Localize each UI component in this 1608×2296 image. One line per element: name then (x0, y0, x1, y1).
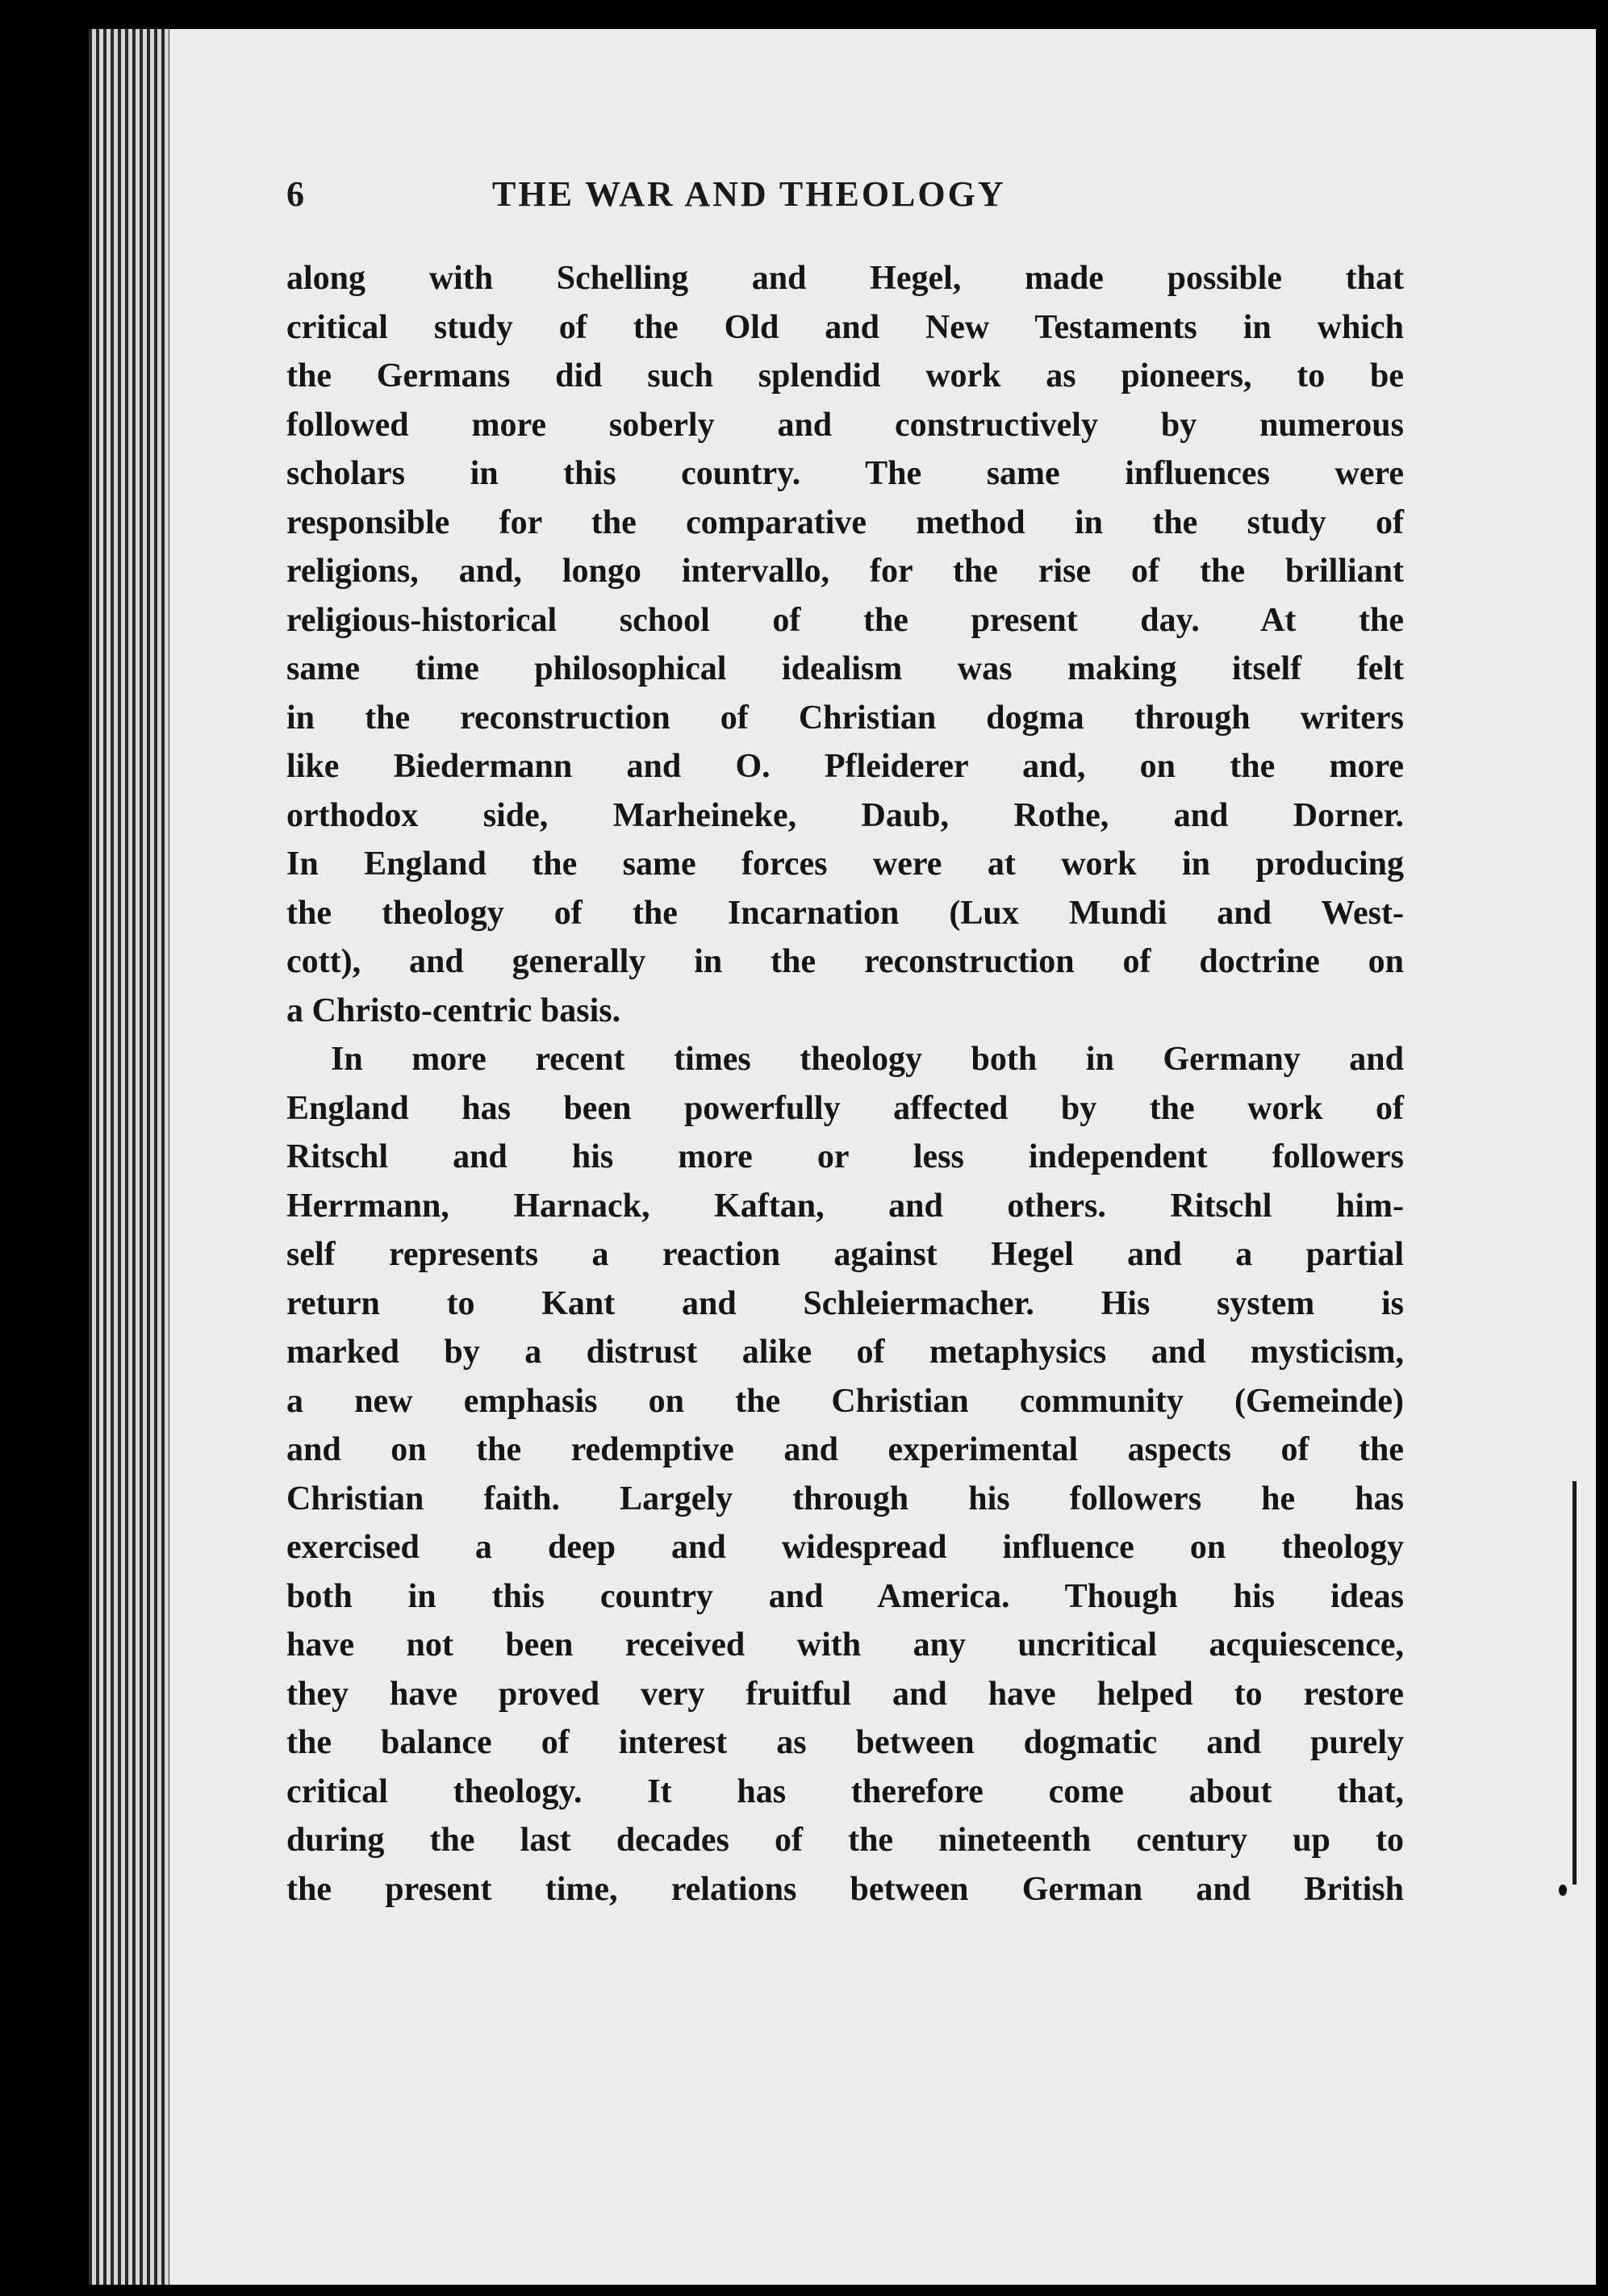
text-line: Herrmann, Harnack, Kaftan, and others. Ritschl him- (286, 1187, 1404, 1225)
text-line: the Germans did such splendid work as pioneers, to be (286, 357, 1404, 394)
text-line: marked by a distrust alike of metaphysics and mysticism, (286, 1334, 1404, 1371)
text-line: in the reconstruction of Christian dogma through writers (286, 699, 1404, 737)
text-line: In England the same forces were at work in producing (286, 845, 1404, 883)
text-line: exercised a deep and widespread influence on theology (286, 1529, 1404, 1566)
text-line: the theology of the Incarnation (Lux Mundi and West- (286, 894, 1404, 932)
text-line: the present time, relations between German and British (286, 1870, 1404, 1908)
text-line: a Christo-centric basis. (286, 991, 621, 1029)
text-line: orthodox side, Marheineke, Daub, Rothe, and Dorner. (286, 796, 1404, 834)
text-line: the balance of interest as between dogmatic and purely (286, 1724, 1404, 1761)
text-line: have not been received with any uncritical acquiescence, (286, 1626, 1404, 1664)
running-head (286, 173, 1404, 222)
text-line: and on the redemptive and experimental aspects of the (286, 1431, 1404, 1468)
text-line: same time philosophical idealism was making itself felt (286, 650, 1404, 687)
text-line: Ritschl and his more or less independent followers (286, 1138, 1404, 1175)
text-line: during the last decades of the nineteenth century up to (286, 1822, 1404, 1859)
text-line: self represents a reaction against Hegel and a partial (286, 1236, 1404, 1273)
text-line: followed more soberly and constructively by numerous (286, 406, 1404, 444)
text-line: critical theology. It has therefore come about that, (286, 1772, 1404, 1810)
margin-rule (1572, 1481, 1577, 1885)
text-line: cott), and generally in the reconstruction of doctrine on (286, 943, 1404, 980)
text-line: Christian faith. Largely through his followers he has (286, 1480, 1404, 1517)
text-line: both in this country and America. Though his ideas (286, 1577, 1404, 1615)
text-line: responsible for the comparative method in the study of (286, 503, 1404, 541)
text-line: scholars in this country. The same influences were (286, 455, 1404, 492)
page-number: 6 (286, 174, 307, 214)
text-line: religions, and, longo intervallo, for the rise of the brilliant (286, 553, 1404, 590)
text-line: along with Schelling and Hegel, made possible that (286, 260, 1404, 297)
text-line: religious-historical school of the present day. At the (286, 601, 1404, 639)
text-line: critical study of the Old and New Testaments in which (286, 308, 1404, 346)
text-line: a new emphasis on the Christian community (Gemeinde) (286, 1382, 1404, 1420)
body-text (286, 254, 1404, 1914)
text-line: like Biedermann and O. Pfleiderer and, on the more (286, 748, 1404, 785)
running-title: THE WAR AND THEOLOGY (492, 174, 1006, 214)
page-edge-stack (89, 29, 169, 2285)
text-line: they have proved very fruitful and have helped to restore (286, 1675, 1404, 1713)
margin-mark (1559, 1885, 1567, 1896)
text-line: return to Kant and Schleiermacher. His system is (286, 1284, 1404, 1322)
text-line: England has been powerfully affected by the work of (286, 1089, 1404, 1127)
paragraph-start-line: In more recent times theology both in Germany and (331, 1041, 1404, 1078)
